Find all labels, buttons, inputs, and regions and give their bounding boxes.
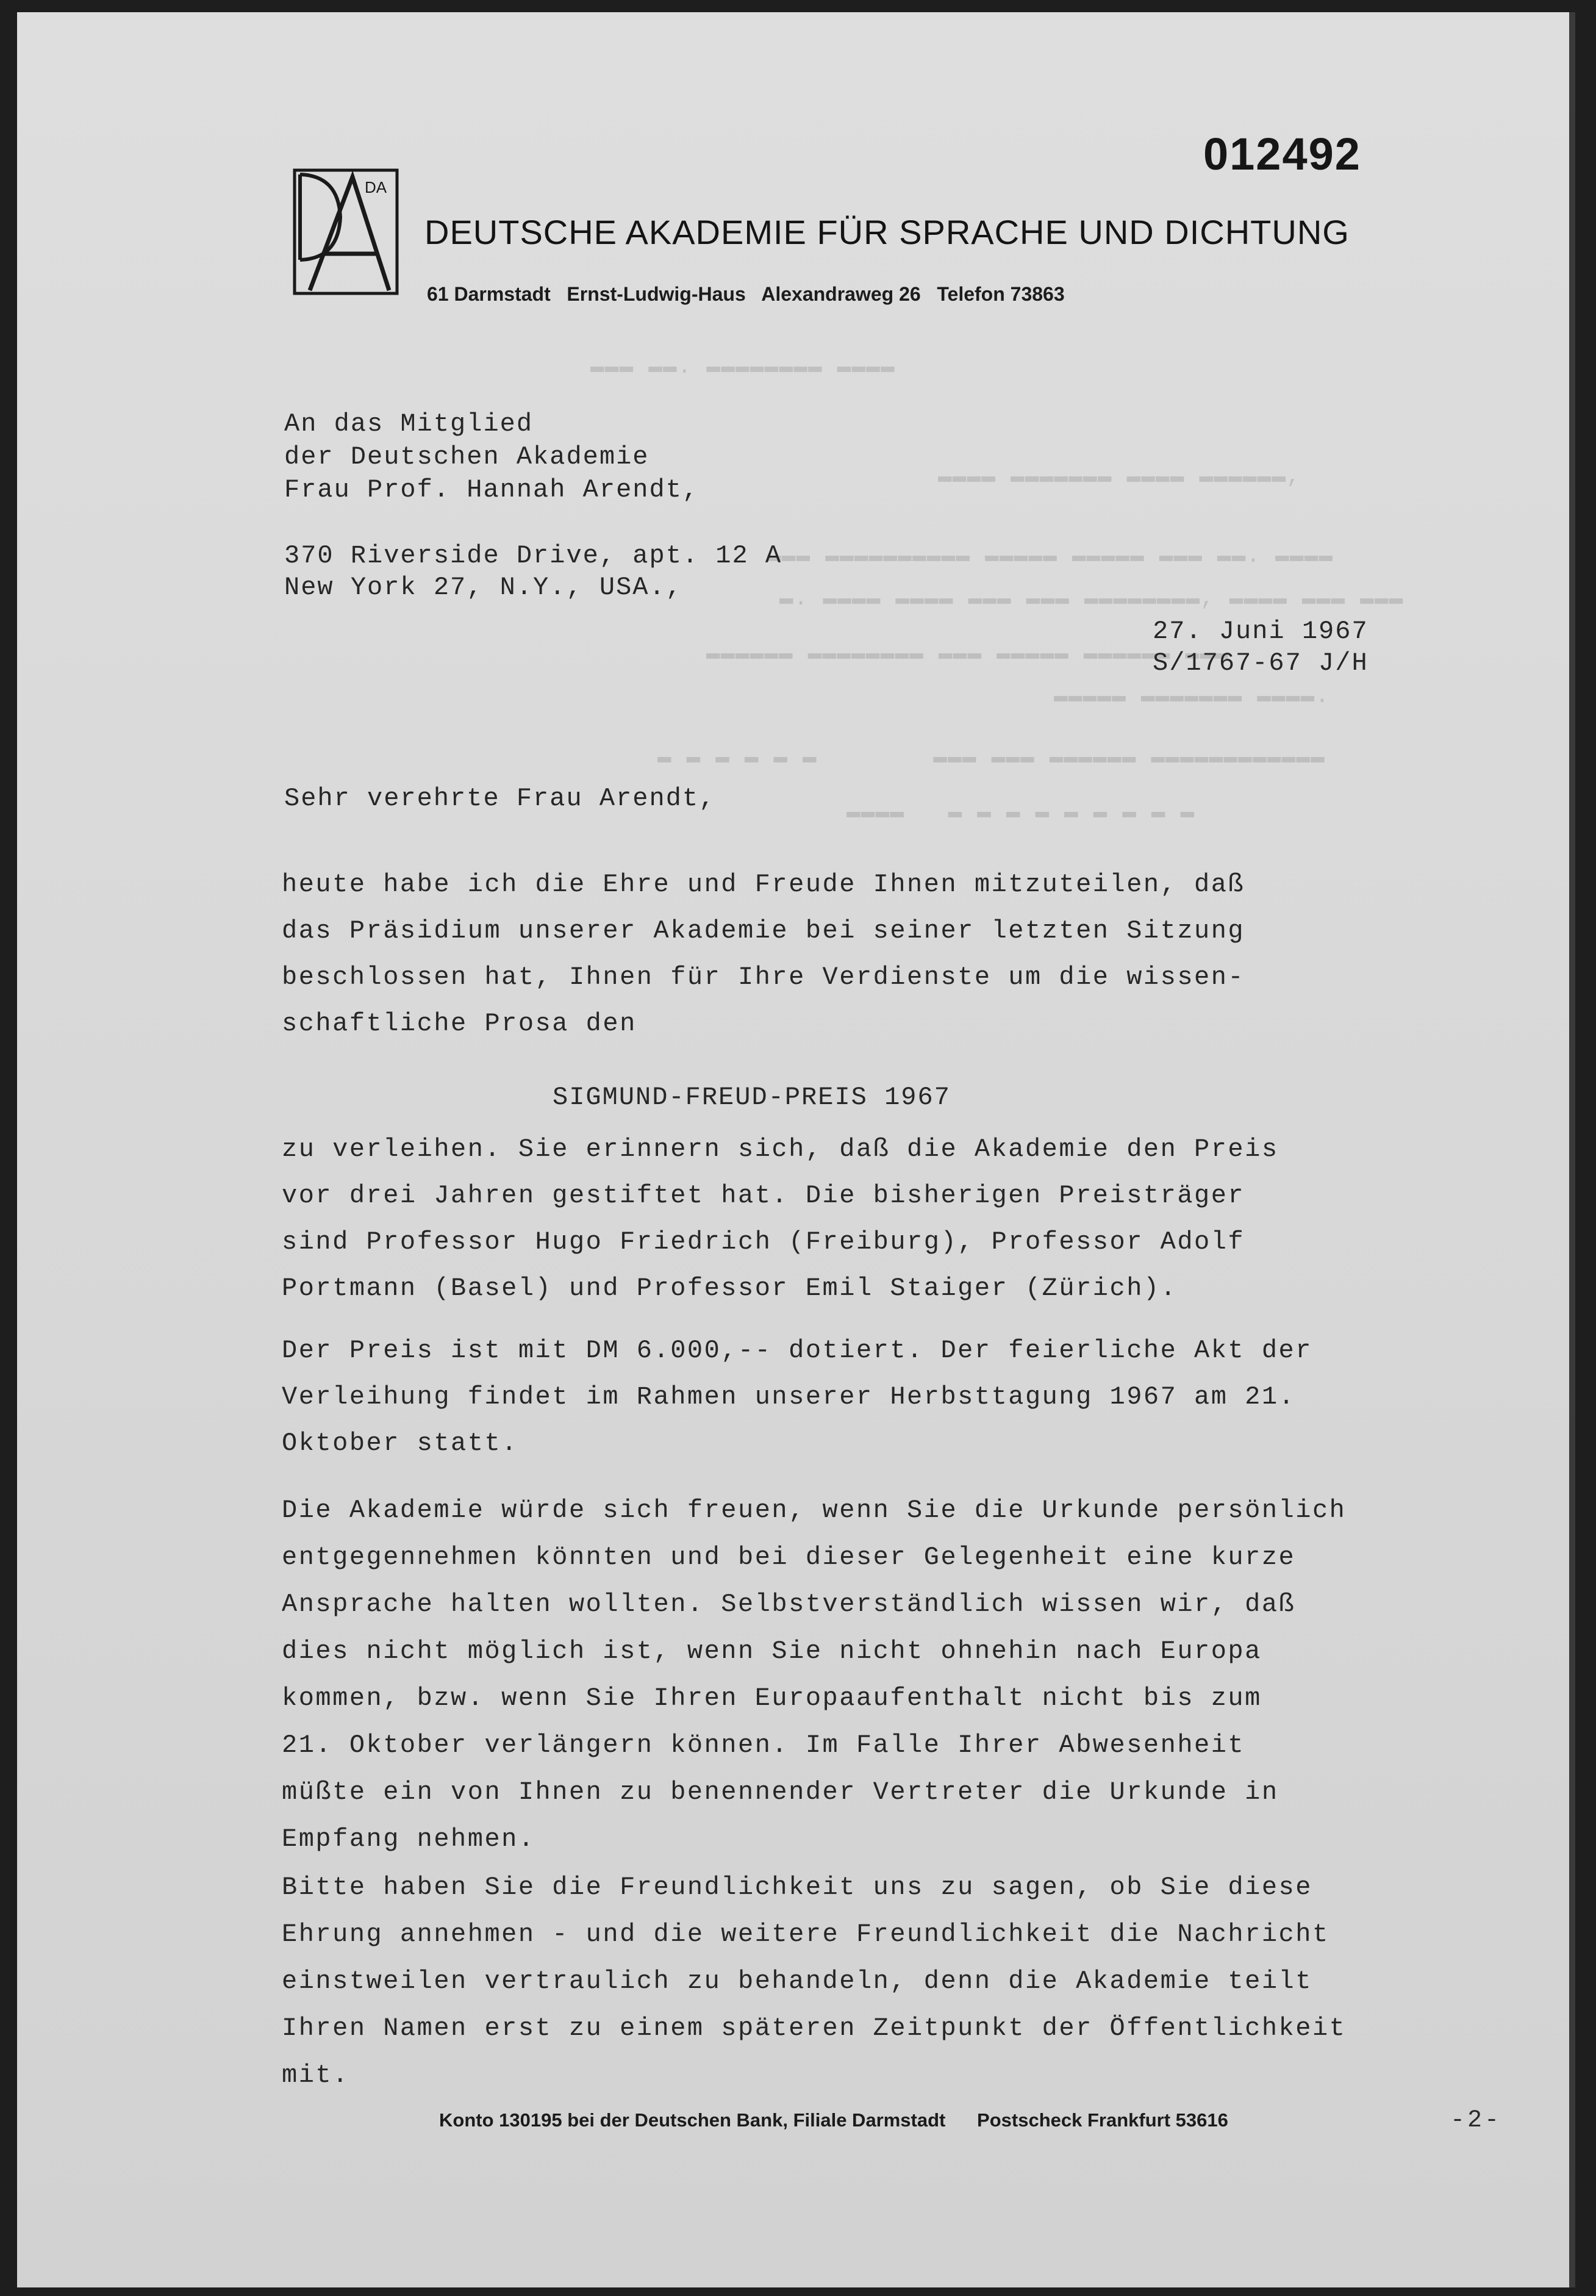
body-line: heute habe ich die Ehre und Freude Ihnen mitzuteilen, daß [282,870,1245,899]
body-line: Verleihung findet im Rahmen unserer Herbsttagung 1967 am 21. [282,1382,1296,1412]
body-line: Ehrung annehmen - und die weitere Freundlichkeit die Nachricht [282,1920,1329,1949]
body-line: Der Preis ist mit DM 6.000,-- dotiert. Der feierliche Akt der [282,1336,1312,1365]
body-line: das Präsidium unserer Akademie bei seiner letzten Sitzung [282,916,1245,945]
recipient-line: 370 Riverside Drive, apt. 12 A [284,541,782,570]
bank-details-footer: Konto 130195 bei der Deutschen Bank, Filiale Darmstadt Postscheck Frankfurt 53616 [439,2109,1228,2131]
body-paragraph [282,1327,1312,1466]
body-line: schaftliche Prosa den [282,1009,637,1038]
logo-initials: DA [365,178,387,196]
document-number: 012492 [1203,129,1361,179]
recipient-line: An das Mitglied [284,409,534,439]
body-line: Ihren Namen erst zu einem späteren Zeitpunkt der Öffentlichkeit [282,2014,1347,2043]
body-line: Portmann (Basel) und Professor Emil Staiger (Zürich). [282,1274,1178,1303]
organization-name: DEUTSCHE AKADEMIE FÜR SPRACHE UND DICHTUNG [424,213,1350,251]
award-title: SIGMUND-FREUD-PREIS 1967 [553,1083,951,1112]
show-through-decoration: ▬▬▬▬ ▬▬▬▬▬▬▬ ▬▬▬▬ ▬▬▬▬▬▬, [938,464,1301,490]
body-line: sind Professor Hugo Friedrich (Freiburg), Professor Adolf [282,1227,1245,1257]
body-line: Ansprache halten wollten. Selbstverständlich wissen wir, daß [282,1590,1296,1619]
body-paragraph [282,1126,1279,1311]
body-line: entgegennehmen könnten und bei dieser Gelegenheit eine kurze [282,1543,1296,1572]
body-line: Empfang nehmen. [282,1824,535,1854]
body-paragraph [282,1864,1346,2099]
show-through-decoration: ▬▬▬▬▬▬ ▬▬▬▬▬▬▬▬ ▬▬▬ ▬▬▬▬▬ ▬▬▬▬▬▬ ▬▬▬ [706,640,1229,667]
body-line: beschlossen hat, Ihnen für Ihre Verdienste um die wissen- [282,963,1245,992]
body-line: mit. [282,2061,349,2090]
show-through-decoration: ▬ ▬ ▬ ▬ ▬ ▬ ▬▬▬ ▬▬▬ ▬▬▬▬▬▬ ▬▬▬▬▬▬▬▬▬▬▬▬ [657,744,1325,770]
body-line: kommen, bzw. wenn Sie Ihren Europaaufenthalt nicht bis zum [282,1684,1262,1713]
reference-code: S/1767-67 J/H [1153,648,1369,678]
body-line: einstweilen vertraulich zu behandeln, denn die Akademie teilt [282,1967,1312,1996]
body-paragraph [282,861,1245,1047]
akademie-logo-icon [293,168,399,295]
body-line: Oktober statt. [282,1429,518,1458]
recipient-line: Frau Prof. Hannah Arendt, [284,475,700,504]
letter-date: 27. Juni 1967 [1153,617,1369,646]
show-through-decoration: ▬▬▬▬▬ ▬▬▬▬▬▬▬ ▬▬▬▬. [1054,683,1330,709]
body-line: vor drei Jahren gestiftet hat. Die bisherigen Preisträger [282,1181,1245,1210]
recipient-line: der Deutschen Akademie [284,442,649,472]
show-through-decoration: ▬▬▬ ▬▬▬▬▬▬▬▬▬▬ ▬▬▬▬▬ ▬▬▬▬▬ ▬▬▬ ▬▬. ▬▬▬▬ [767,543,1334,569]
letter-page [17,12,1575,2287]
body-paragraph [282,1487,1346,1863]
body-line: 21. Oktober verlängern können. Im Falle Ihrer Abwesenheit [282,1731,1245,1760]
show-through-decoration: ▬▬▬▬ ▬ ▬ ▬ ▬ ▬ ▬ ▬ ▬ ▬ [846,799,1195,825]
body-line: müßte ein von Ihnen zu benennender Vertreter die Urkunde in [282,1778,1279,1807]
salutation: Sehr verehrte Frau Arendt, [284,784,716,813]
page-number: -2- [1450,2107,1502,2134]
show-through-decoration: ▬. ▬▬▬▬ ▬▬▬▬ ▬▬▬ ▬▬▬ ▬▬▬▬▬▬▬▬, ▬▬▬▬ ▬▬▬ ▬▬▬ [779,586,1404,612]
organization-address: 61 Darmstadt Ernst-Ludwig-Haus Alexandraweg 26 Telefon 73863 [427,283,1065,305]
recipient-line: New York 27, N.Y., USA., [284,573,682,602]
show-through-decoration: ▬▬▬ ▬▬. ▬▬▬▬▬▬▬▬ ▬▬▬▬ [590,354,895,380]
body-line: dies nicht möglich ist, wenn Sie nicht ohnehin nach Europa [282,1637,1262,1666]
body-line: Die Akademie würde sich freuen, wenn Sie die Urkunde persönlich [282,1496,1347,1525]
body-line: zu verleihen. Sie erinnern sich, daß die Akademie den Preis [282,1135,1279,1164]
body-line: Bitte haben Sie die Freundlichkeit uns zu sagen, ob Sie diese [282,1873,1312,1902]
